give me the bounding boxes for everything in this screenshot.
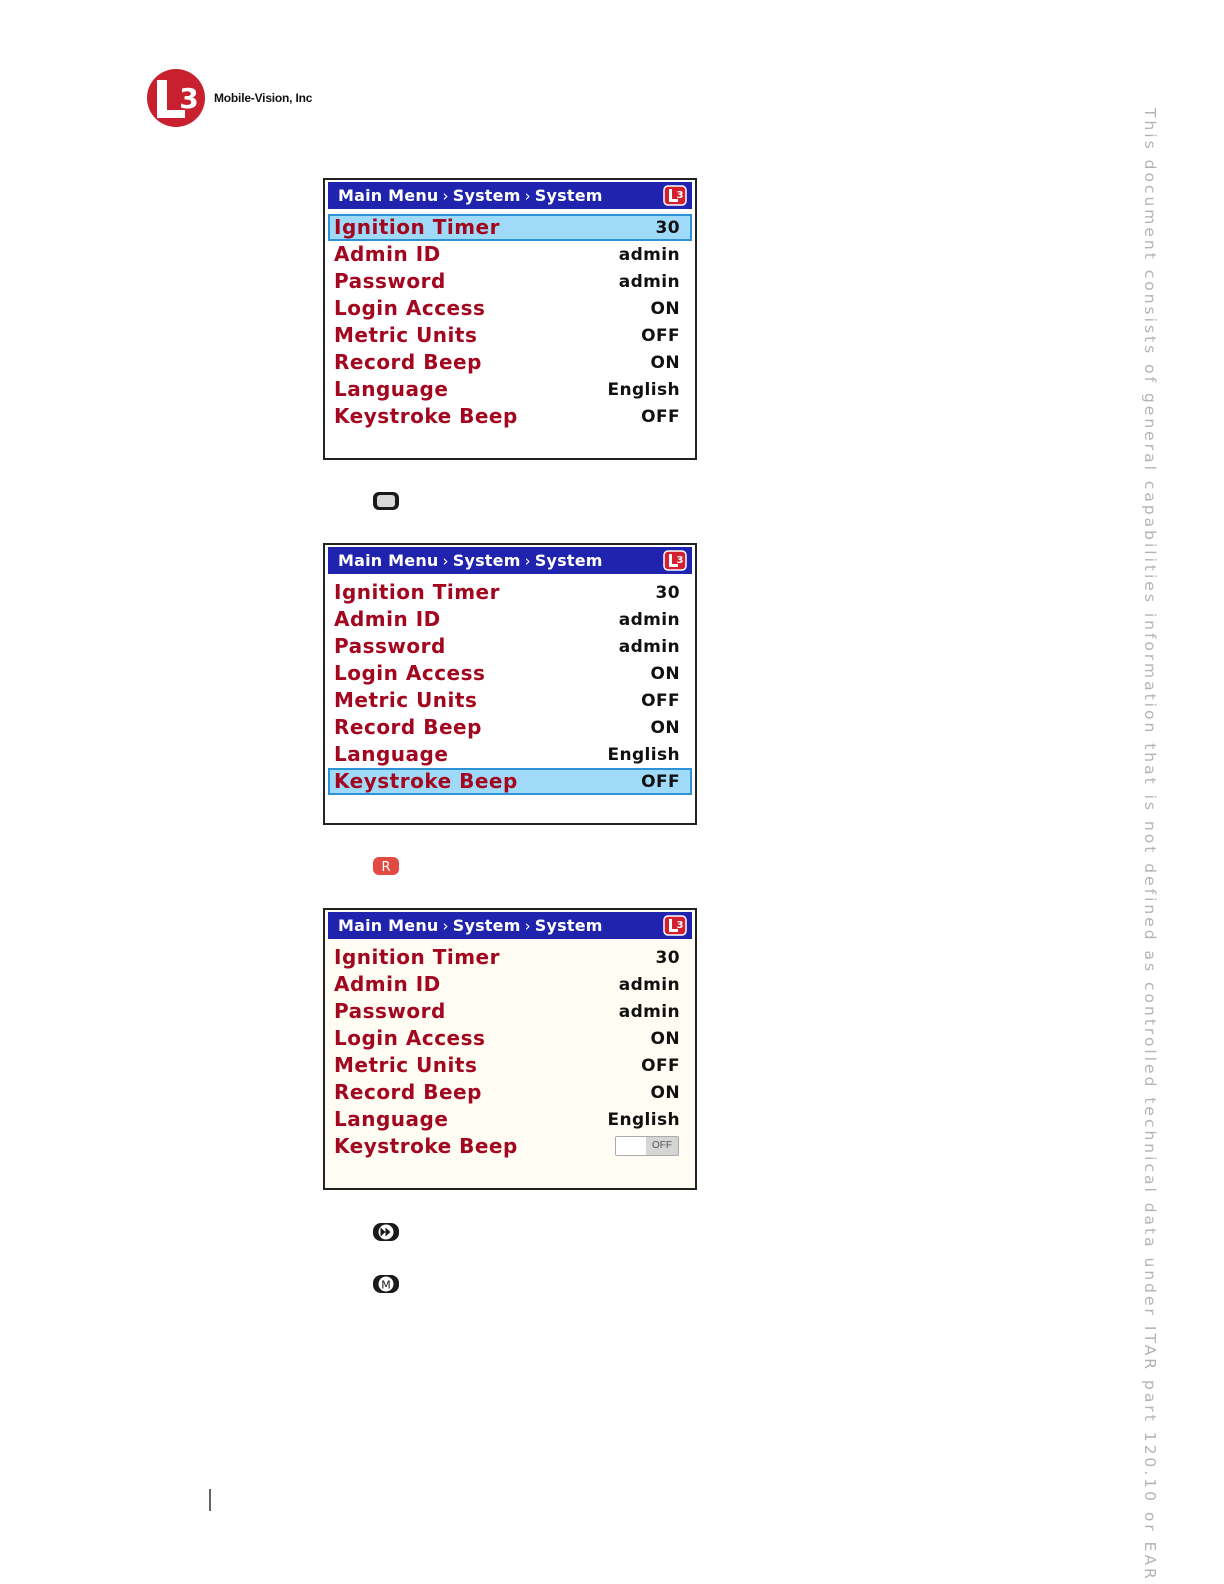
row-value: OFF bbox=[641, 1056, 680, 1076]
menu-row-language[interactable] bbox=[328, 741, 692, 768]
menu-row-record-beep[interactable] bbox=[328, 714, 692, 741]
menu-row-language[interactable] bbox=[328, 1106, 692, 1133]
menu-row-keystroke-beep[interactable] bbox=[328, 403, 692, 430]
row-value: ON bbox=[650, 718, 680, 738]
l3-badge-icon bbox=[663, 550, 687, 571]
menu-row-language[interactable] bbox=[328, 376, 692, 403]
menu-row-keystroke-beep[interactable] bbox=[328, 768, 692, 795]
menu-row-record-beep[interactable] bbox=[328, 1079, 692, 1106]
device-screen-2 bbox=[323, 543, 697, 825]
row-value: English bbox=[607, 1110, 680, 1130]
square-button-icon bbox=[372, 491, 400, 511]
row-label: Password bbox=[334, 999, 446, 1023]
row-value: ON bbox=[650, 299, 680, 319]
menu-row-admin-id[interactable] bbox=[328, 241, 692, 268]
row-value: ON bbox=[650, 664, 680, 684]
breadcrumb-separator-icon: › bbox=[524, 917, 531, 935]
breadcrumb bbox=[338, 186, 603, 205]
page-divider bbox=[209, 1489, 211, 1511]
menu-row-metric-units[interactable] bbox=[328, 1052, 692, 1079]
row-value: admin bbox=[618, 610, 680, 630]
row-label: Record Beep bbox=[334, 1080, 482, 1104]
breadcrumb-system-current: System bbox=[534, 186, 603, 205]
breadcrumb-separator-icon: › bbox=[442, 187, 449, 205]
row-label: Ignition Timer bbox=[334, 580, 500, 604]
svg-text:3: 3 bbox=[676, 555, 684, 566]
menu-row-password[interactable] bbox=[328, 998, 692, 1025]
row-label: Keystroke Beep bbox=[334, 404, 518, 428]
menu-row-keystroke-beep[interactable] bbox=[328, 1133, 692, 1160]
menu-row-login-access[interactable] bbox=[328, 295, 692, 322]
breadcrumb-main-menu: Main Menu bbox=[338, 916, 439, 935]
menu-row-admin-id[interactable] bbox=[328, 606, 692, 633]
fast-forward-button-icon bbox=[372, 1222, 400, 1242]
breadcrumb-separator-icon: › bbox=[524, 552, 531, 570]
row-value: ON bbox=[650, 1029, 680, 1049]
menu-button-label: M bbox=[381, 1278, 391, 1292]
menu-row-password[interactable] bbox=[328, 633, 692, 660]
menu-row-ignition-timer[interactable] bbox=[328, 579, 692, 606]
row-label: Login Access bbox=[334, 661, 486, 685]
row-label: Login Access bbox=[334, 296, 486, 320]
row-value: admin bbox=[618, 1002, 680, 1022]
svg-text:3: 3 bbox=[676, 190, 684, 201]
breadcrumb bbox=[338, 916, 603, 935]
row-value: 30 bbox=[655, 948, 680, 968]
row-value: admin bbox=[618, 245, 680, 265]
row-label: Keystroke Beep bbox=[334, 1134, 518, 1158]
breadcrumb-system-current: System bbox=[534, 551, 603, 570]
l3-logo bbox=[143, 68, 209, 128]
row-value: English bbox=[607, 745, 680, 765]
breadcrumb-main-menu: Main Menu bbox=[338, 186, 439, 205]
row-label: Admin ID bbox=[334, 607, 441, 631]
row-label: Language bbox=[334, 377, 449, 401]
row-value: OFF bbox=[641, 772, 680, 792]
l3-badge-icon bbox=[663, 915, 687, 936]
row-label: Admin ID bbox=[334, 242, 441, 266]
row-label: Keystroke Beep bbox=[334, 769, 518, 793]
breadcrumb-system-current: System bbox=[534, 916, 603, 935]
menu-row-login-access[interactable] bbox=[328, 1025, 692, 1052]
row-value: OFF bbox=[641, 326, 680, 346]
row-label: Admin ID bbox=[334, 972, 441, 996]
row-label: Password bbox=[334, 634, 446, 658]
titlebar bbox=[328, 182, 692, 209]
row-label: Record Beep bbox=[334, 715, 482, 739]
company-name: Mobile-Vision, Inc bbox=[214, 91, 313, 105]
row-value: English bbox=[607, 380, 680, 400]
device-screen-3 bbox=[323, 908, 697, 1190]
device-screen-1 bbox=[323, 178, 697, 460]
row-label: Metric Units bbox=[334, 688, 478, 712]
breadcrumb-separator-icon: › bbox=[442, 917, 449, 935]
menu-row-password[interactable] bbox=[328, 268, 692, 295]
menu-row-ignition-timer[interactable] bbox=[328, 944, 692, 971]
itar-disclaimer: This document consists of general capabilities information that is not defined as controlled technical data under ITAR part 120.10 or EAR bbox=[1141, 108, 1159, 1582]
l3-badge-icon bbox=[663, 185, 687, 206]
menu-row-record-beep[interactable] bbox=[328, 349, 692, 376]
row-value: OFF bbox=[641, 691, 680, 711]
breadcrumb-separator-icon: › bbox=[442, 552, 449, 570]
breadcrumb bbox=[338, 551, 603, 570]
titlebar bbox=[328, 547, 692, 574]
breadcrumb-system: System bbox=[452, 186, 521, 205]
row-label: Record Beep bbox=[334, 350, 482, 374]
row-label: Metric Units bbox=[334, 1053, 478, 1077]
menu-row-metric-units[interactable] bbox=[328, 687, 692, 714]
row-value: ON bbox=[650, 353, 680, 373]
row-value: admin bbox=[618, 272, 680, 292]
breadcrumb-main-menu: Main Menu bbox=[338, 551, 439, 570]
row-label: Ignition Timer bbox=[334, 215, 500, 239]
row-label: Metric Units bbox=[334, 323, 478, 347]
breadcrumb-system: System bbox=[452, 916, 521, 935]
menu-button-icon bbox=[372, 1274, 400, 1294]
row-label: Language bbox=[334, 1107, 449, 1131]
row-value: admin bbox=[618, 975, 680, 995]
menu-row-ignition-timer[interactable] bbox=[328, 214, 692, 241]
toggle-state-label: OFF bbox=[646, 1137, 678, 1155]
record-button-icon bbox=[372, 856, 400, 876]
breadcrumb-system: System bbox=[452, 551, 521, 570]
record-button-label: R bbox=[381, 860, 391, 875]
svg-text:3: 3 bbox=[676, 920, 684, 931]
row-value: OFF bbox=[641, 407, 680, 427]
svg-text:3: 3 bbox=[179, 82, 199, 115]
row-value: admin bbox=[618, 637, 680, 657]
menu-row-login-access[interactable] bbox=[328, 660, 692, 687]
row-value: 30 bbox=[655, 218, 680, 238]
toggle-knob bbox=[616, 1137, 647, 1155]
row-label: Ignition Timer bbox=[334, 945, 500, 969]
row-label: Language bbox=[334, 742, 449, 766]
menu-row-metric-units[interactable] bbox=[328, 322, 692, 349]
row-label: Password bbox=[334, 269, 446, 293]
row-value: 30 bbox=[655, 583, 680, 603]
row-label: Login Access bbox=[334, 1026, 486, 1050]
row-value: ON bbox=[650, 1083, 680, 1103]
menu-row-admin-id[interactable] bbox=[328, 971, 692, 998]
breadcrumb-separator-icon: › bbox=[524, 187, 531, 205]
titlebar bbox=[328, 912, 692, 939]
keystroke-beep-toggle[interactable] bbox=[615, 1136, 679, 1156]
